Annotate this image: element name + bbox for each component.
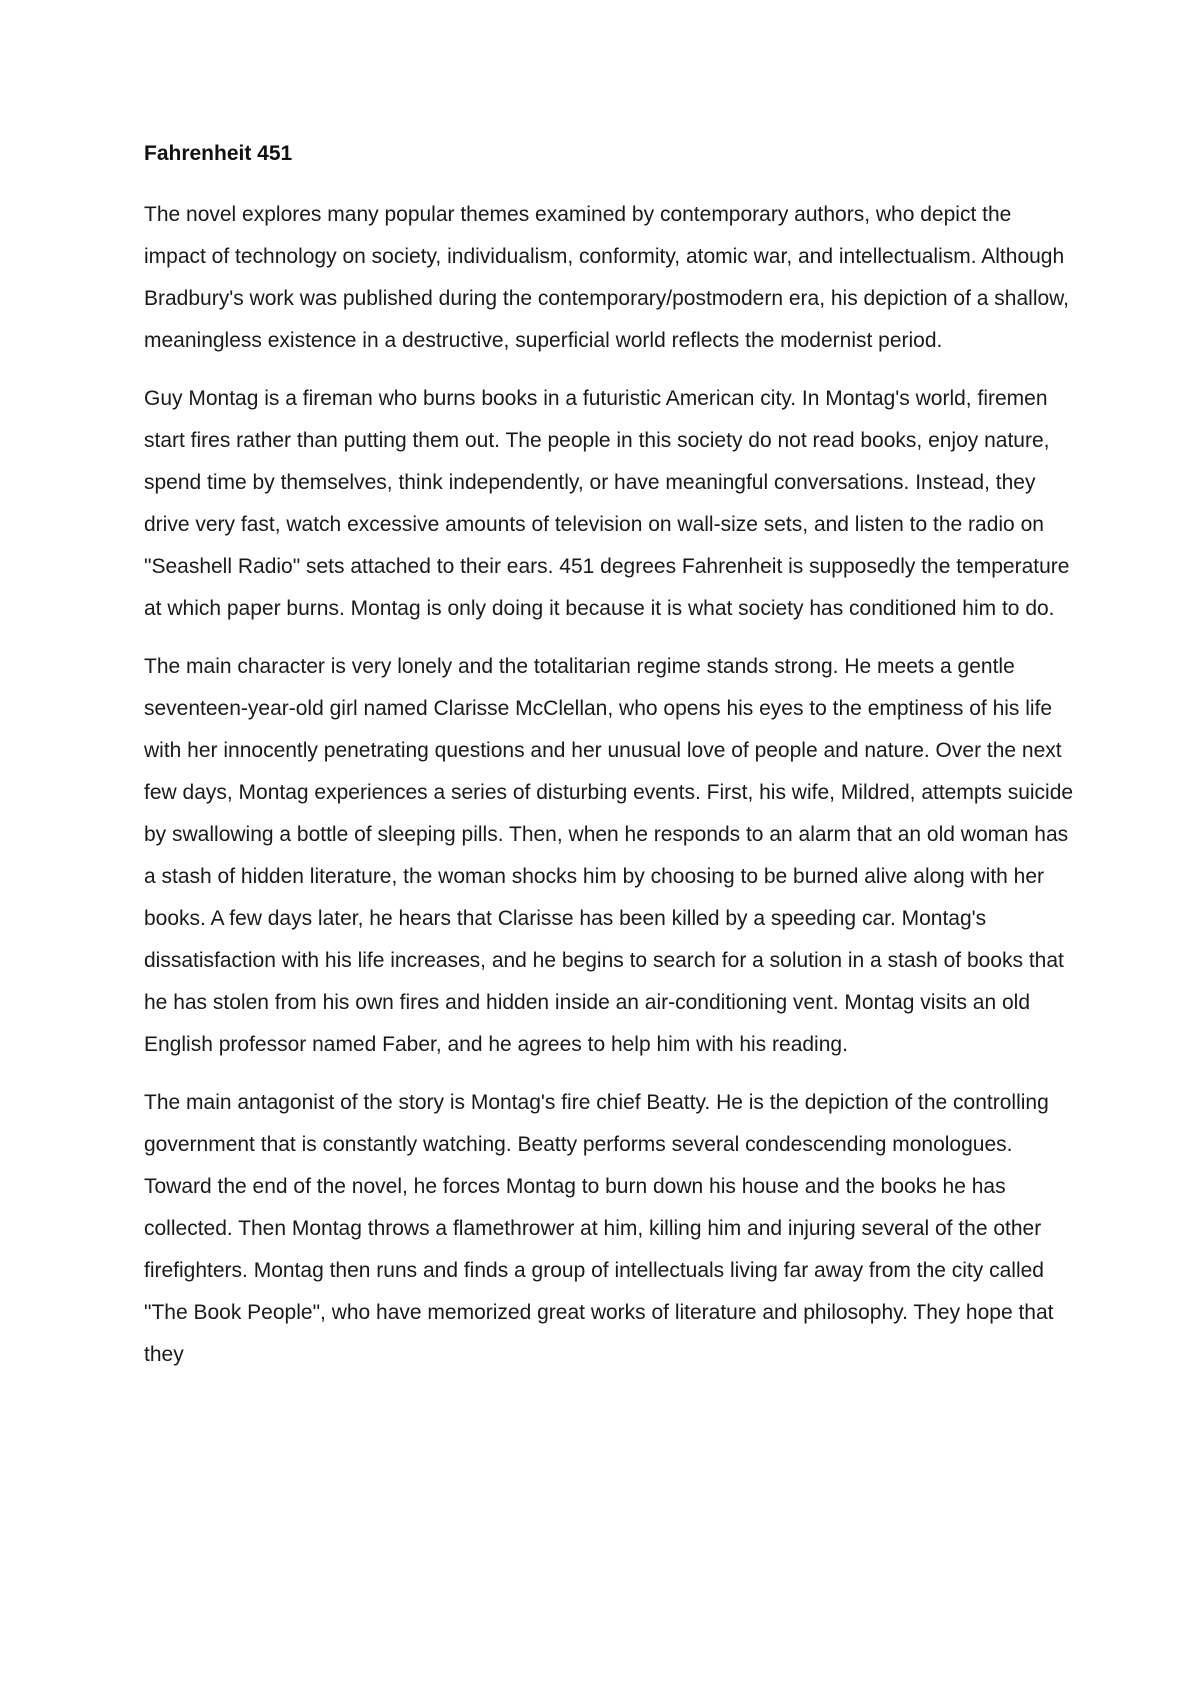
document-title: Fahrenheit 451 <box>144 142 293 165</box>
paragraph-1: The novel explores many popular themes examined by contemporary authors, who depict the impact of technology on society, individualism, conformity, atomic war, and intellectualism. Although Bradbury's work was published during the contemporary/postmodern era, his depiction of a shallow, meaningless existence in a destructive, superficial world reflects the modernist period. <box>144 203 1070 352</box>
paragraph-4: The main antagonist of the story is Montag's fire chief Beatty. He is the depiction of the controlling government that is constantly watching. Beatty performs several condescending monologues. Toward the end of the novel, he forces Montag to burn down his house and the books he has collected. Then Montag throws a flamethrower at him, killing him and injuring several of the other firefighters. Montag then runs and finds a group of intellectuals living far away from the city called "The Book People", who have memorized great works of literature and philosophy. They hope that they <box>144 1091 1054 1366</box>
document-body <box>144 140 1074 1392</box>
paragraph-2: Guy Montag is a fireman who burns books in a futuristic American city. In Montag's world, firemen start fires rather than putting them out. The people in this society do not read books, enjoy nature, spend time by themselves, think independently, or have meaningful conversations. Instead, they drive very fast, watch excessive amounts of television on wall-size sets, and listen to the radio on "Seashell Radio" sets attached to their ears. 451 degrees Fahrenheit is supposedly the temperature at which paper burns. Montag is only doing it because it is what society has conditioned him to do. <box>144 387 1070 620</box>
paragraph-3: The main character is very lonely and the totalitarian regime stands strong. He meets a gentle seventeen-year-old girl named Clarisse McClellan, who opens his eyes to the emptiness of his life with her innocently penetrating questions and her unusual love of people and nature. Over the next few days, Montag experiences a series of disturbing events. First, his wife, Mildred, attempts suicide by swallowing a bottle of sleeping pills. Then, when he responds to an alarm that an old woman has a stash of hidden literature, the woman shocks him by choosing to be burned alive along with her books. A few days later, he hears that Clarisse has been killed by a speeding car. Montag's dissatisfaction with his life increases, and he begins to search for a solution in a stash of books that he has stolen from his own fires and hidden inside an air-conditioning vent. Montag visits an old English professor named Faber, and he agrees to help him with his reading. <box>144 655 1074 1056</box>
